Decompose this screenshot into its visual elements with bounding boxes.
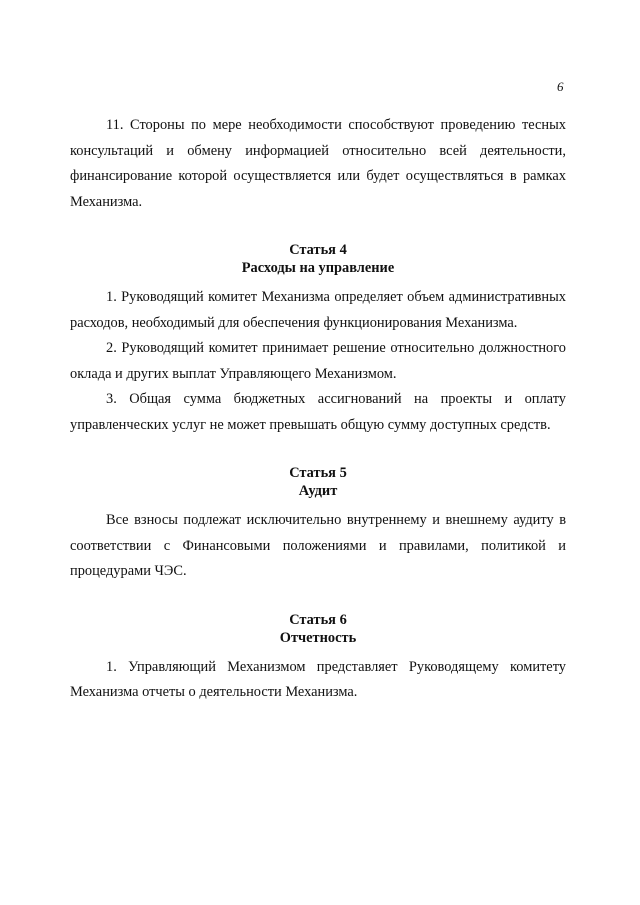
article-5-paragraph-1: Все взносы подлежат исключительно внутреннему и внешнему аудиту в соответствии с Финансовыми положениями и правилами, политикой и процедурами ЧЭС. <box>70 512 566 579</box>
article-5-number: Статья 5 <box>289 465 347 481</box>
article-5-title: Аудит <box>298 483 338 499</box>
page-number: 6 <box>557 79 564 94</box>
article-6-number: Статья 6 <box>289 611 347 628</box>
document-body <box>70 113 566 706</box>
article-6-paragraph-1: 1. Управляющий Механизмом представляет Руководящему комитету Механизма отчеты о деятельности Механизма. <box>70 658 566 700</box>
article-4 <box>70 241 566 438</box>
article-4-paragraph-3: 3. Общая сумма бюджетных ассигнований на проекты и оплату управленческих услуг не может превышать общую сумму доступных средств. <box>70 391 566 433</box>
article-4-paragraph-2: 2. Руководящий комитет принимает решение относительно должностного оклада и других выплат Управляющего Механизмом. <box>70 340 566 382</box>
article-4-title: Расходы на управление <box>241 260 395 276</box>
article-6-title: Отчетность <box>279 629 357 646</box>
article-4-paragraph-1: 1. Руководящий комитет Механизма определяет объем административных расходов, необходимый для обеспечения функционирования Механизма. <box>70 289 566 331</box>
article-4-number: Статья 4 <box>289 242 347 258</box>
intro-paragraph: 11. Стороны по мере необходимости способствуют проведению тесных консультаций и обмену информацией относительно всей деятельности, финансирование которой осуществляется или будет осуществляться в рамках Механизма. <box>70 117 566 210</box>
article-5 <box>70 464 566 585</box>
article-6 <box>70 611 566 706</box>
